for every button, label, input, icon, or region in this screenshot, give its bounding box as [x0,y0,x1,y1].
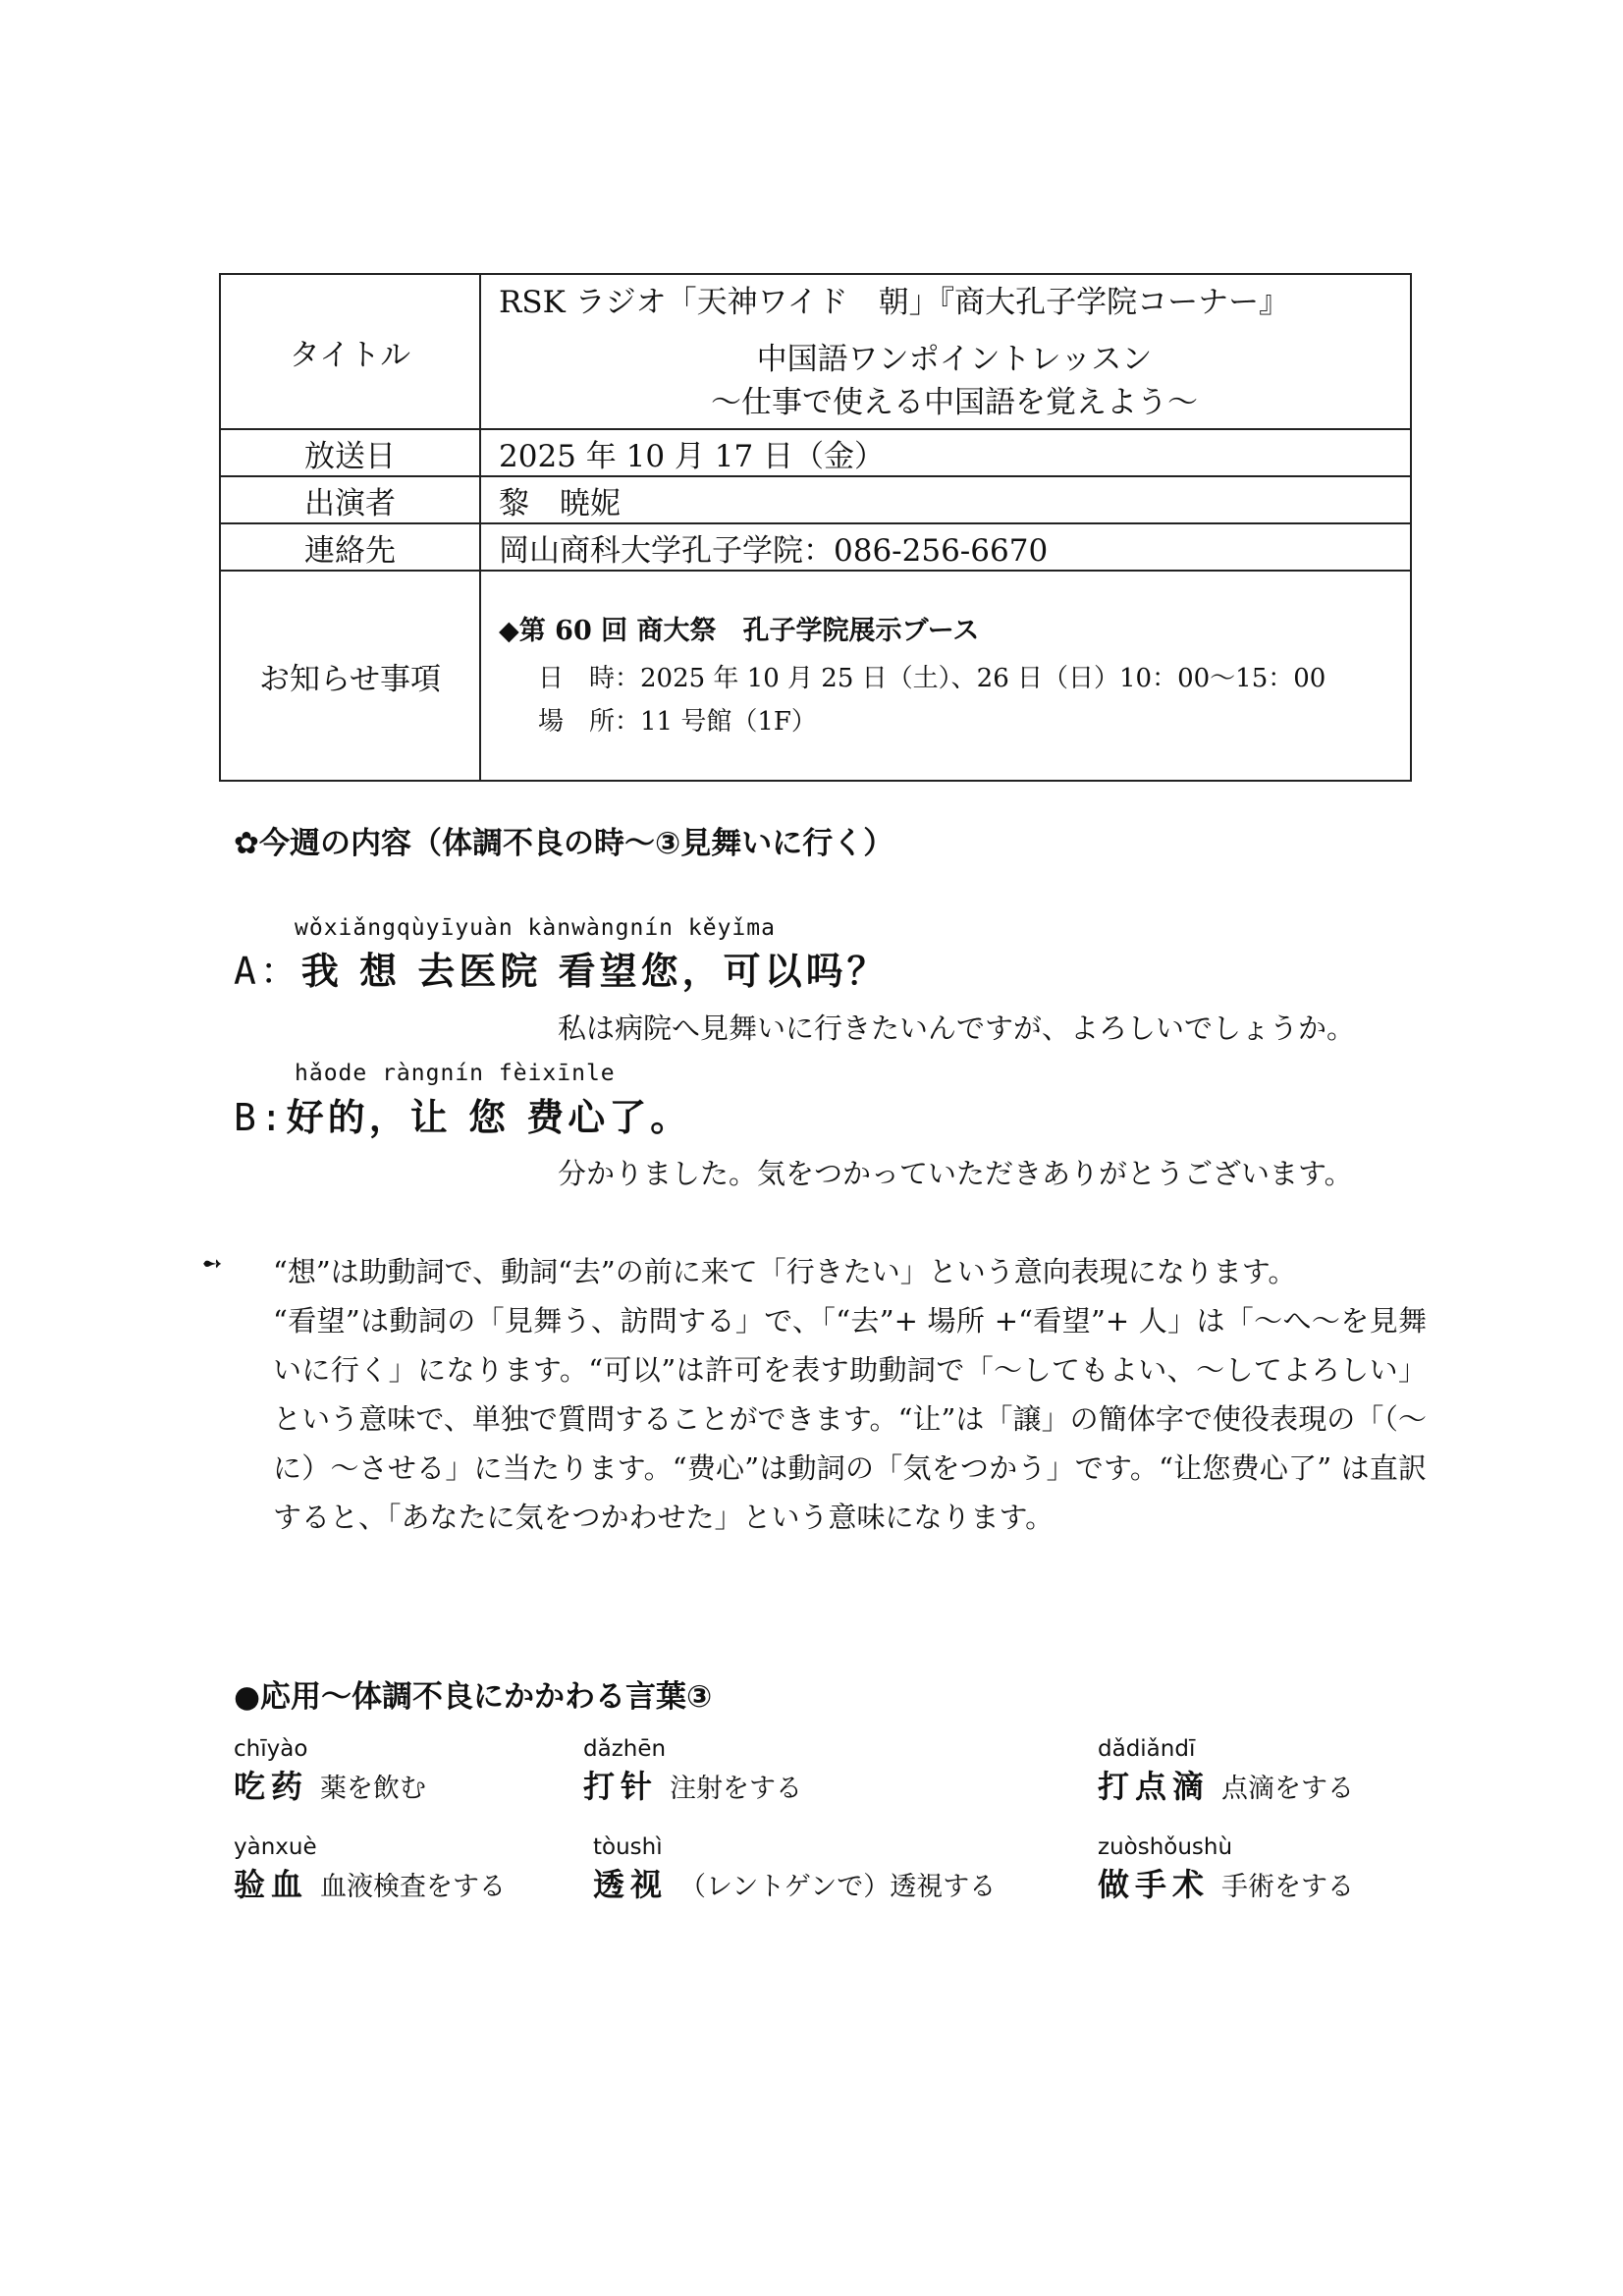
vocab-word: 吃药 [234,1768,309,1805]
notice-value [480,571,1411,781]
vocab-item [234,1834,506,1905]
dialog-a-translation: 私は病院へ見舞いに行きたいんですが、よろしいでしょうか。 [558,1011,1356,1045]
contact-label: 連絡先 [220,523,480,571]
notice-label: お知らせ事項 [220,571,480,781]
vocab-pinyin: chīyào [234,1736,308,1762]
dialog-b-translation: 分かりました。気をつかっていただきありがとうございます。 [558,1157,1353,1190]
title-line-1: RSK ラジオ「天神ワイド 朝」『商大孔子学院コーナー』 [499,285,1290,320]
date-value: 2025 年 10 月 17 日（金） [480,429,1411,476]
dialog-a-text: 我 想 去医院 看望您，可以吗？ [300,949,889,993]
dialog-a-pinyin: wǒxiǎngqùyīyuàn kànwàngnín kěyǐma [295,915,776,941]
explanation-block [273,1247,1427,1542]
pointer-hand-icon: ➻ [201,1249,223,1279]
vocab-word: 打针 [583,1768,659,1805]
vocab-word: 做手术 [1098,1866,1211,1903]
notice-place: 場 所：11 号館（1F） [538,706,817,737]
vocab-pinyin: dǎzhēn [583,1736,667,1762]
speaker-b: B: [234,1096,287,1139]
date-label: 放送日 [220,429,480,476]
info-table [219,273,1412,782]
vocab-pinyin: yànxuè [234,1834,317,1860]
vocab-word: 验血 [234,1866,309,1903]
cast-value: 黎 暁妮 [480,476,1411,523]
vocab-item [1098,1834,1354,1905]
week-heading: ✿今週の内容（体調不良の時〜③見舞いに行く） [234,826,894,861]
vocab-meaning: （レントゲンで）透視する [679,1872,997,1902]
vocab-pinyin: zuòshǒushù [1098,1834,1233,1860]
vocab-pinyin: dǎdiǎndī [1098,1736,1196,1762]
title-line-3: 〜仕事で使える中国語を覚えよう〜 [711,385,1198,420]
title-line-2: 中国語ワンポイントレッスン [756,342,1153,377]
vocab-word: 打点滴 [1098,1768,1211,1805]
title-value [480,274,1411,429]
vocab-meaning: 点滴をする [1221,1774,1355,1804]
explanation-paragraph-2: “看望”は動詞の「見舞う、訪問する」で、「“去”+ 場所 +“看望”+ 人」は「〜へ〜を見舞いに行く」になります。“可以”は許可を表す助動詞で「〜してもよい、〜してよろしい」という意味で、単独で質問することができます。“让”は「譲」の簡体字で使役表現の「（〜に）〜させる」に当たります。“费心”は動詞の「気をつかう」です。“让您费心了” は直訳すると、「あなたに気をつかわせた」という意味になります。 [273,1304,1427,1534]
dialog-b-pinyin: hǎode ràngnín fèixīnle [295,1061,616,1086]
vocab-item [1098,1736,1354,1807]
vocab-meaning: 注射をする [670,1774,803,1804]
vocab-heading: ●応用〜体調不良にかかわる言葉③ [234,1679,713,1715]
vocab-item [234,1736,426,1807]
vocab-word: 透视 [593,1866,669,1903]
vocab-meaning: 手術をする [1221,1872,1355,1902]
notice-heading: ◆第 60 回 商大祭 孔子学院展示ブース [499,615,980,646]
dialog-a-line [234,941,889,995]
title-label: タイトル [220,274,480,429]
vocab-item [583,1736,802,1807]
explanation-paragraph-1: “想”は助動詞で、動詞“去”の前に来て「行きたい」という意向表現になります。 [273,1255,1297,1288]
speaker-a: A： [234,950,301,993]
vocab-pinyin: tòushì [593,1834,663,1860]
dialog-b-text: 好的，让 您 费心了。 [286,1095,692,1139]
contact-value: 岡山商科大学孔子学院：086-256-6670 [480,523,1411,571]
dialog-b-line [234,1087,691,1141]
notice-time: 日 時：2025 年 10 月 25 日（土）、26 日（日）10：00〜15：00 [538,663,1326,693]
vocab-meaning: 血液検査をする [320,1872,507,1902]
vocab-meaning: 薬を飲む [320,1774,427,1804]
cast-label: 出演者 [220,476,480,523]
vocab-item [593,1834,996,1905]
